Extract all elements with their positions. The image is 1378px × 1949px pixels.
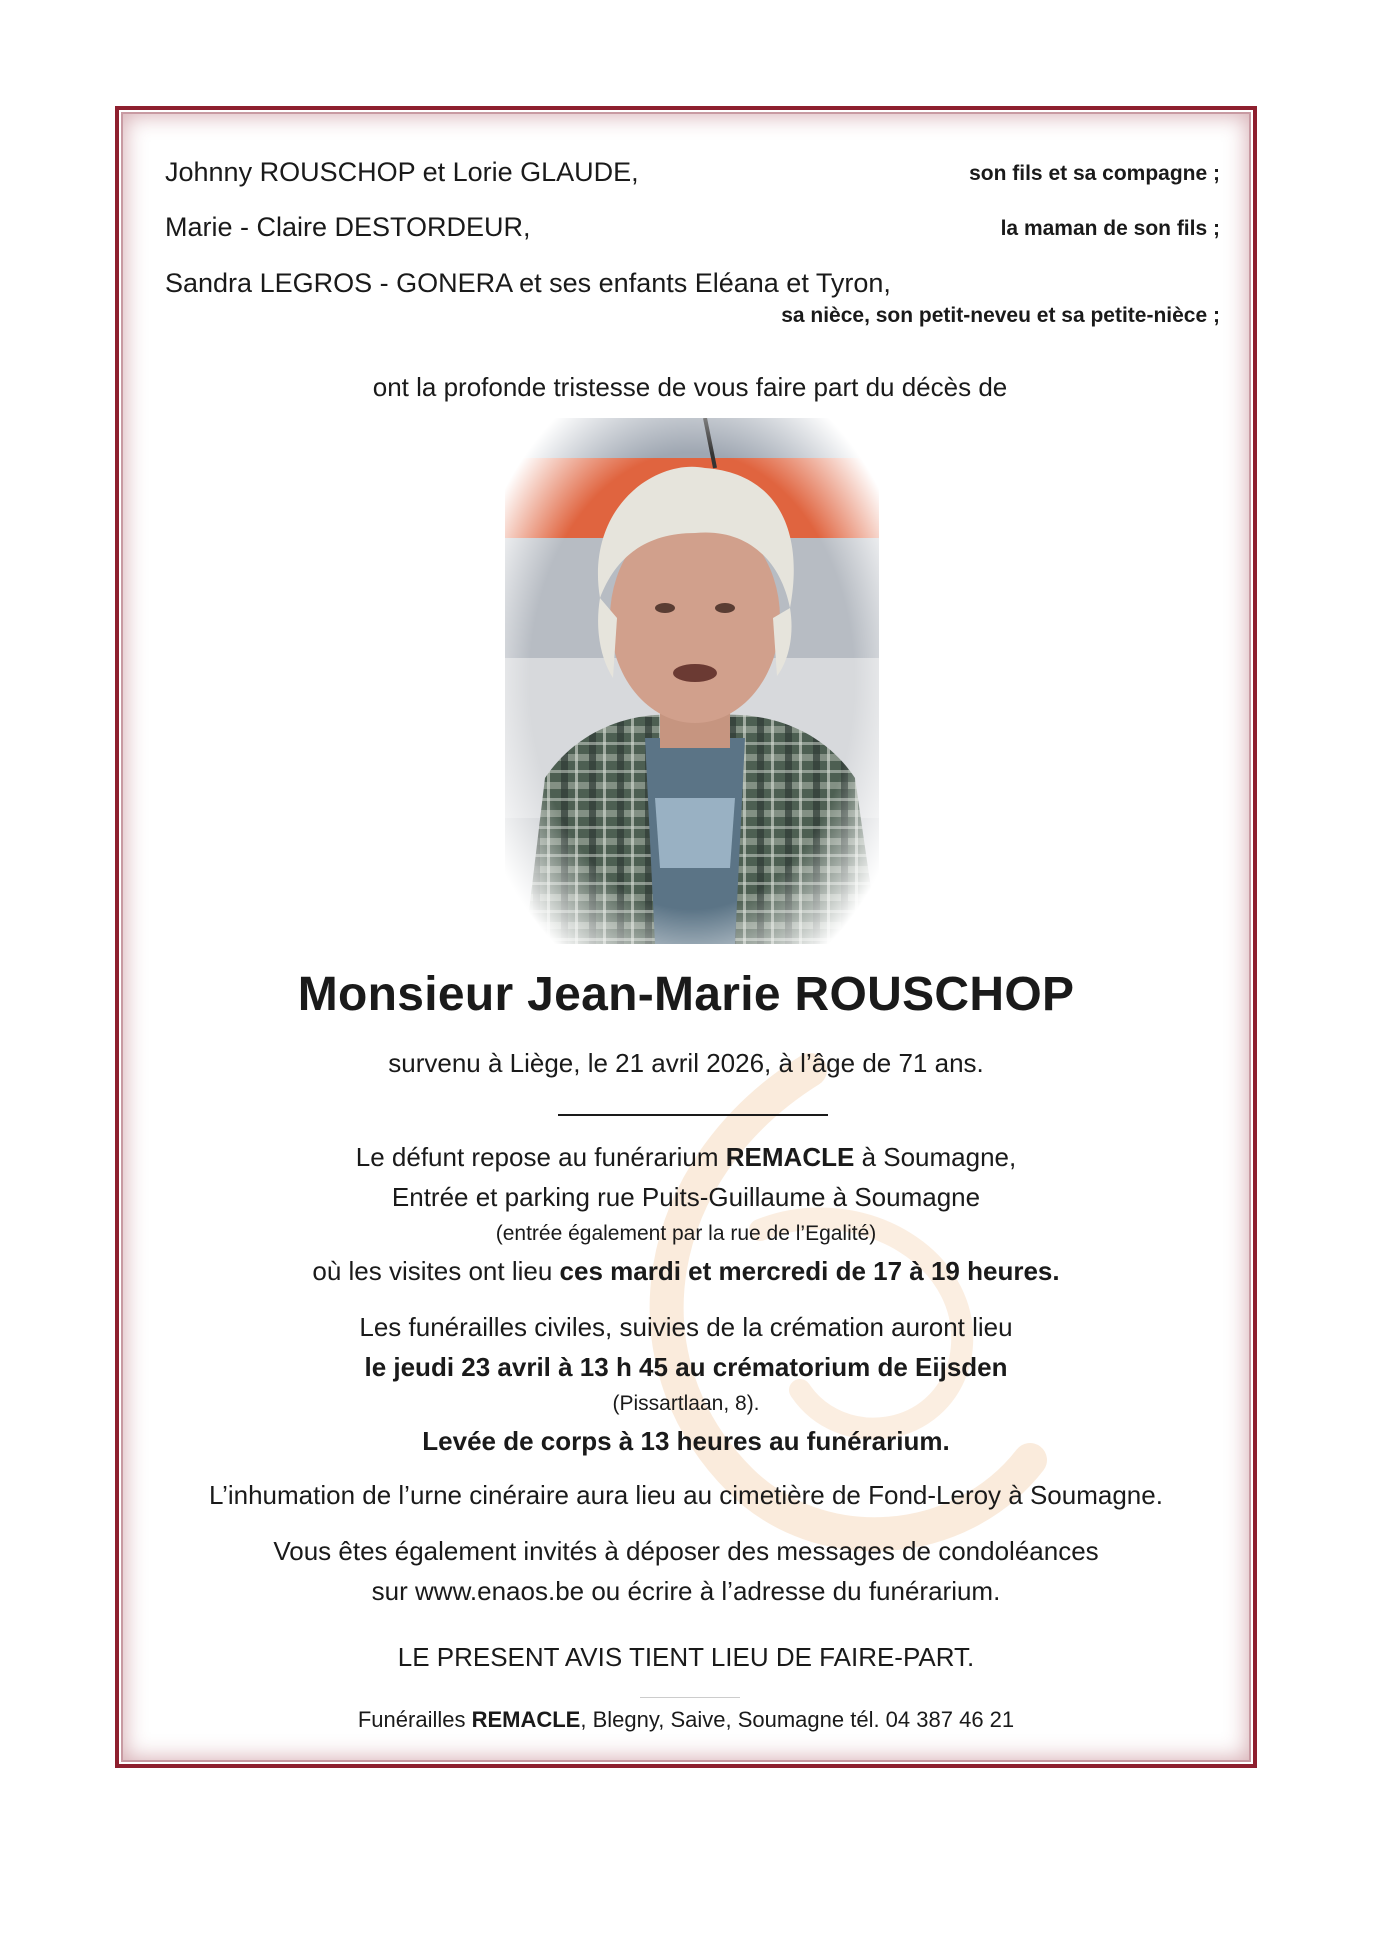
- footer-text: [115, 1707, 1257, 1733]
- visitation-line-4-prefix: où les visites ont lieu: [312, 1256, 560, 1286]
- condolences-line-1: Vous êtes également invités à déposer des messages de condoléances: [273, 1536, 1099, 1566]
- funeral-home-name: REMACLE: [725, 1142, 855, 1172]
- visitation-line-1: [115, 1142, 1257, 1173]
- intro-text: ont la profonde tristesse de vous faire part du décès de: [372, 372, 1008, 402]
- visitation-line-1-suffix: à Soumagne,: [854, 1142, 1017, 1172]
- family-row-1: [165, 157, 1220, 191]
- visiting-hours: ces mardi et mercredi de 17 à 19 heures.: [559, 1256, 1060, 1286]
- visitation-line-3: (entrée également par la rue de l’Egalité): [495, 1222, 877, 1245]
- family-relation: sa nièce, son petit-neveu et sa petite-nièce ;: [781, 304, 1220, 327]
- ceremony-line-2: le jeudi 23 avril à 13 h 45 au crématorium de Eijsden: [364, 1352, 1008, 1382]
- footer-rule: [640, 1697, 740, 1698]
- footer-company: REMACLE: [471, 1707, 581, 1732]
- footer-prefix: Funérailles: [357, 1707, 472, 1732]
- family-relation: son fils et sa compagne ;: [969, 162, 1220, 185]
- family-name: Marie - Claire DESTORDEUR,: [165, 212, 531, 242]
- family-row-3: [165, 268, 1220, 334]
- ceremony-line-4: Levée de corps à 13 heures au funérarium.: [422, 1426, 950, 1456]
- visitation-line-4: [115, 1256, 1257, 1287]
- deceased-name: Monsieur Jean-Marie ROUSCHOP: [297, 968, 1075, 1021]
- portrait-photo: [505, 418, 879, 944]
- burial-text: L’inhumation de l’urne cinéraire aura lieu au cimetière de Fond-Leroy à Soumagne.: [209, 1480, 1163, 1510]
- deceased-details: survenu à Liège, le 21 avril 2026, à l’âge de 71 ans.: [388, 1048, 984, 1078]
- family-name: Sandra LEGROS - GONERA et ses enfants Eléana et Tyron,: [165, 268, 891, 298]
- ceremony-line-1: Les funérailles civiles, suivies de la crémation auront lieu: [359, 1312, 1013, 1342]
- condolences-line-2: sur www.enaos.be ou écrire à l’adresse du funérarium.: [371, 1576, 1001, 1606]
- notice-text: LE PRESENT AVIS TIENT LIEU DE FAIRE-PART.: [397, 1642, 975, 1672]
- visitation-line-2: Entrée et parking rue Puits-Guillaume à Soumagne: [391, 1182, 981, 1212]
- visitation-line-1-prefix: Le défunt repose au funérarium: [355, 1142, 726, 1172]
- ceremony-line-3: (Pissartlaan, 8).: [612, 1392, 760, 1415]
- portrait-image: [505, 418, 879, 944]
- family-relation: la maman de son fils ;: [1000, 217, 1220, 240]
- footer-suffix: , Blegny, Saive, Soumagne tél. 04 387 46 21: [580, 1707, 1015, 1732]
- section-divider: [558, 1114, 828, 1116]
- family-row-2: [165, 212, 1220, 246]
- family-name: Johnny ROUSCHOP et Lorie GLAUDE,: [165, 157, 639, 187]
